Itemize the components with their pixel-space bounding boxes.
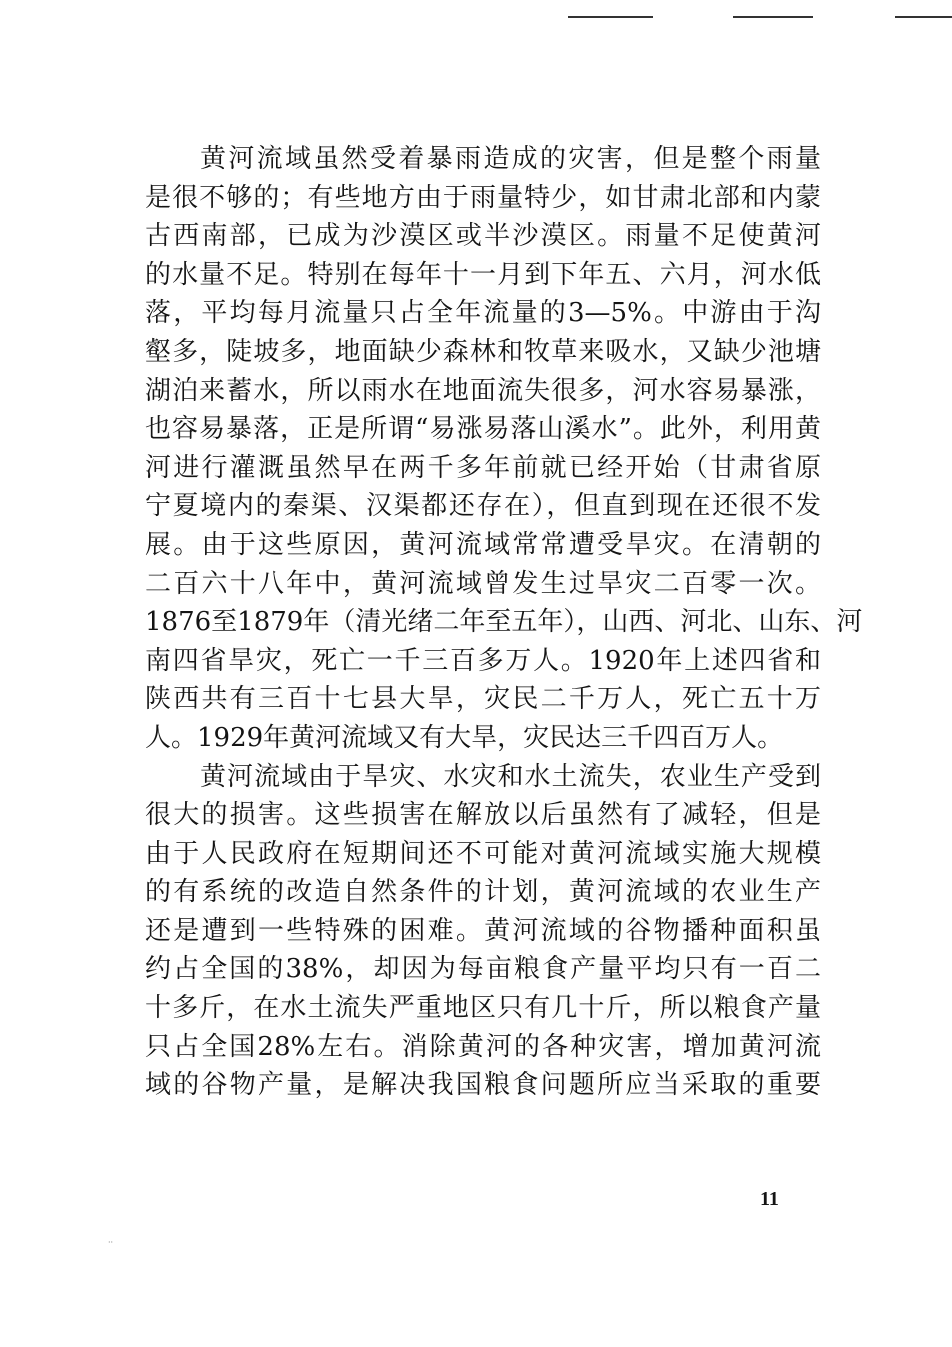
page-number: 11 <box>760 1188 779 1210</box>
text-line: 还是遭到一些特殊的困难。黄河流域的谷物播种面积虽 <box>145 915 821 946</box>
text-line: 展。由于这些原因，黄河流域常常遭受旱灾。在清朝的 <box>145 529 821 560</box>
paragraph-drought <box>145 140 863 758</box>
text-line: 很大的损害。这些损害在解放以后虽然有了减轻，但是 <box>145 800 821 831</box>
header-rule-middle <box>733 16 813 18</box>
text-line: 是很不够的；有些地方由于雨量特少，如甘肃北部和内蒙 <box>145 182 821 213</box>
header-rule-right <box>895 16 952 18</box>
text-line: 湖泊来蓄水，所以雨水在地面流失很多，河水容易暴涨， <box>145 375 821 406</box>
header-rule-left <box>568 16 653 18</box>
text-line: 域的谷物产量，是解决我国粮食问题所应当采取的重要 <box>145 1070 821 1101</box>
text-line: 黄河流域虽然受着暴雨造成的灾害，但是整个雨量 <box>200 144 821 174</box>
text-line: 的水量不足。特别在每年十一月到下年五、六月，河水低 <box>145 259 821 290</box>
text-line: 落，平均每月流量只占全年流量的3—5%。中游由于沟 <box>145 298 821 329</box>
text-line: 壑多，陡坡多，地面缺少森林和牧草来吸水，又缺少池塘 <box>145 336 821 367</box>
text-line: 二百六十八年中，黄河流域曾发生过旱灾二百零一次。 <box>145 568 821 599</box>
text-line: 1876至1879年（清光绪二年至五年），山西、河北、山东、河 <box>145 607 863 638</box>
text-line: 的有系统的改造自然条件的计划，黄河流域的农业生产 <box>145 877 821 908</box>
text-line: 人。1929年黄河流域又有大旱，灾民达三千四百万人。 <box>145 722 784 753</box>
text-line: 也容易暴落，正是所谓“易涨易落山溪水”。此外，利用黄 <box>145 414 821 445</box>
paragraph-agriculture <box>145 758 821 1105</box>
text-line: 由于人民政府在短期间还不可能对黄河流域实施大规模 <box>145 838 821 869</box>
text-line: 南四省旱灾，死亡一千三百多万人。1920年上述四省和 <box>145 645 821 676</box>
text-line: 黄河流域由于旱灾、水灾和水土流失，农业生产受到 <box>200 761 821 792</box>
body-text <box>145 140 863 1105</box>
text-line: 宁夏境内的秦渠、汉渠都还存在），但直到现在还很不发 <box>145 491 821 522</box>
text-line: 只占全国28%左右。消除黄河的各种灾害，增加黄河流 <box>145 1031 821 1062</box>
text-line: 十多斤，在水土流失严重地区只有几十斤，所以粮食产量 <box>145 993 821 1024</box>
text-line: 河进行灌溉虽然早在两千多年前就已经开始（甘肃省原 <box>145 452 821 483</box>
text-line: 古西南部，已成为沙漠区或半沙漠区。雨量不足使黄河 <box>145 221 821 252</box>
scan-specks: ·· <box>108 1238 114 1247</box>
text-line: 陕西共有三百十七县大旱，灾民二千万人，死亡五十万 <box>145 684 821 715</box>
text-line: 约占全国的38%，却因为每亩粮食产量平均只有一百二 <box>145 954 821 985</box>
